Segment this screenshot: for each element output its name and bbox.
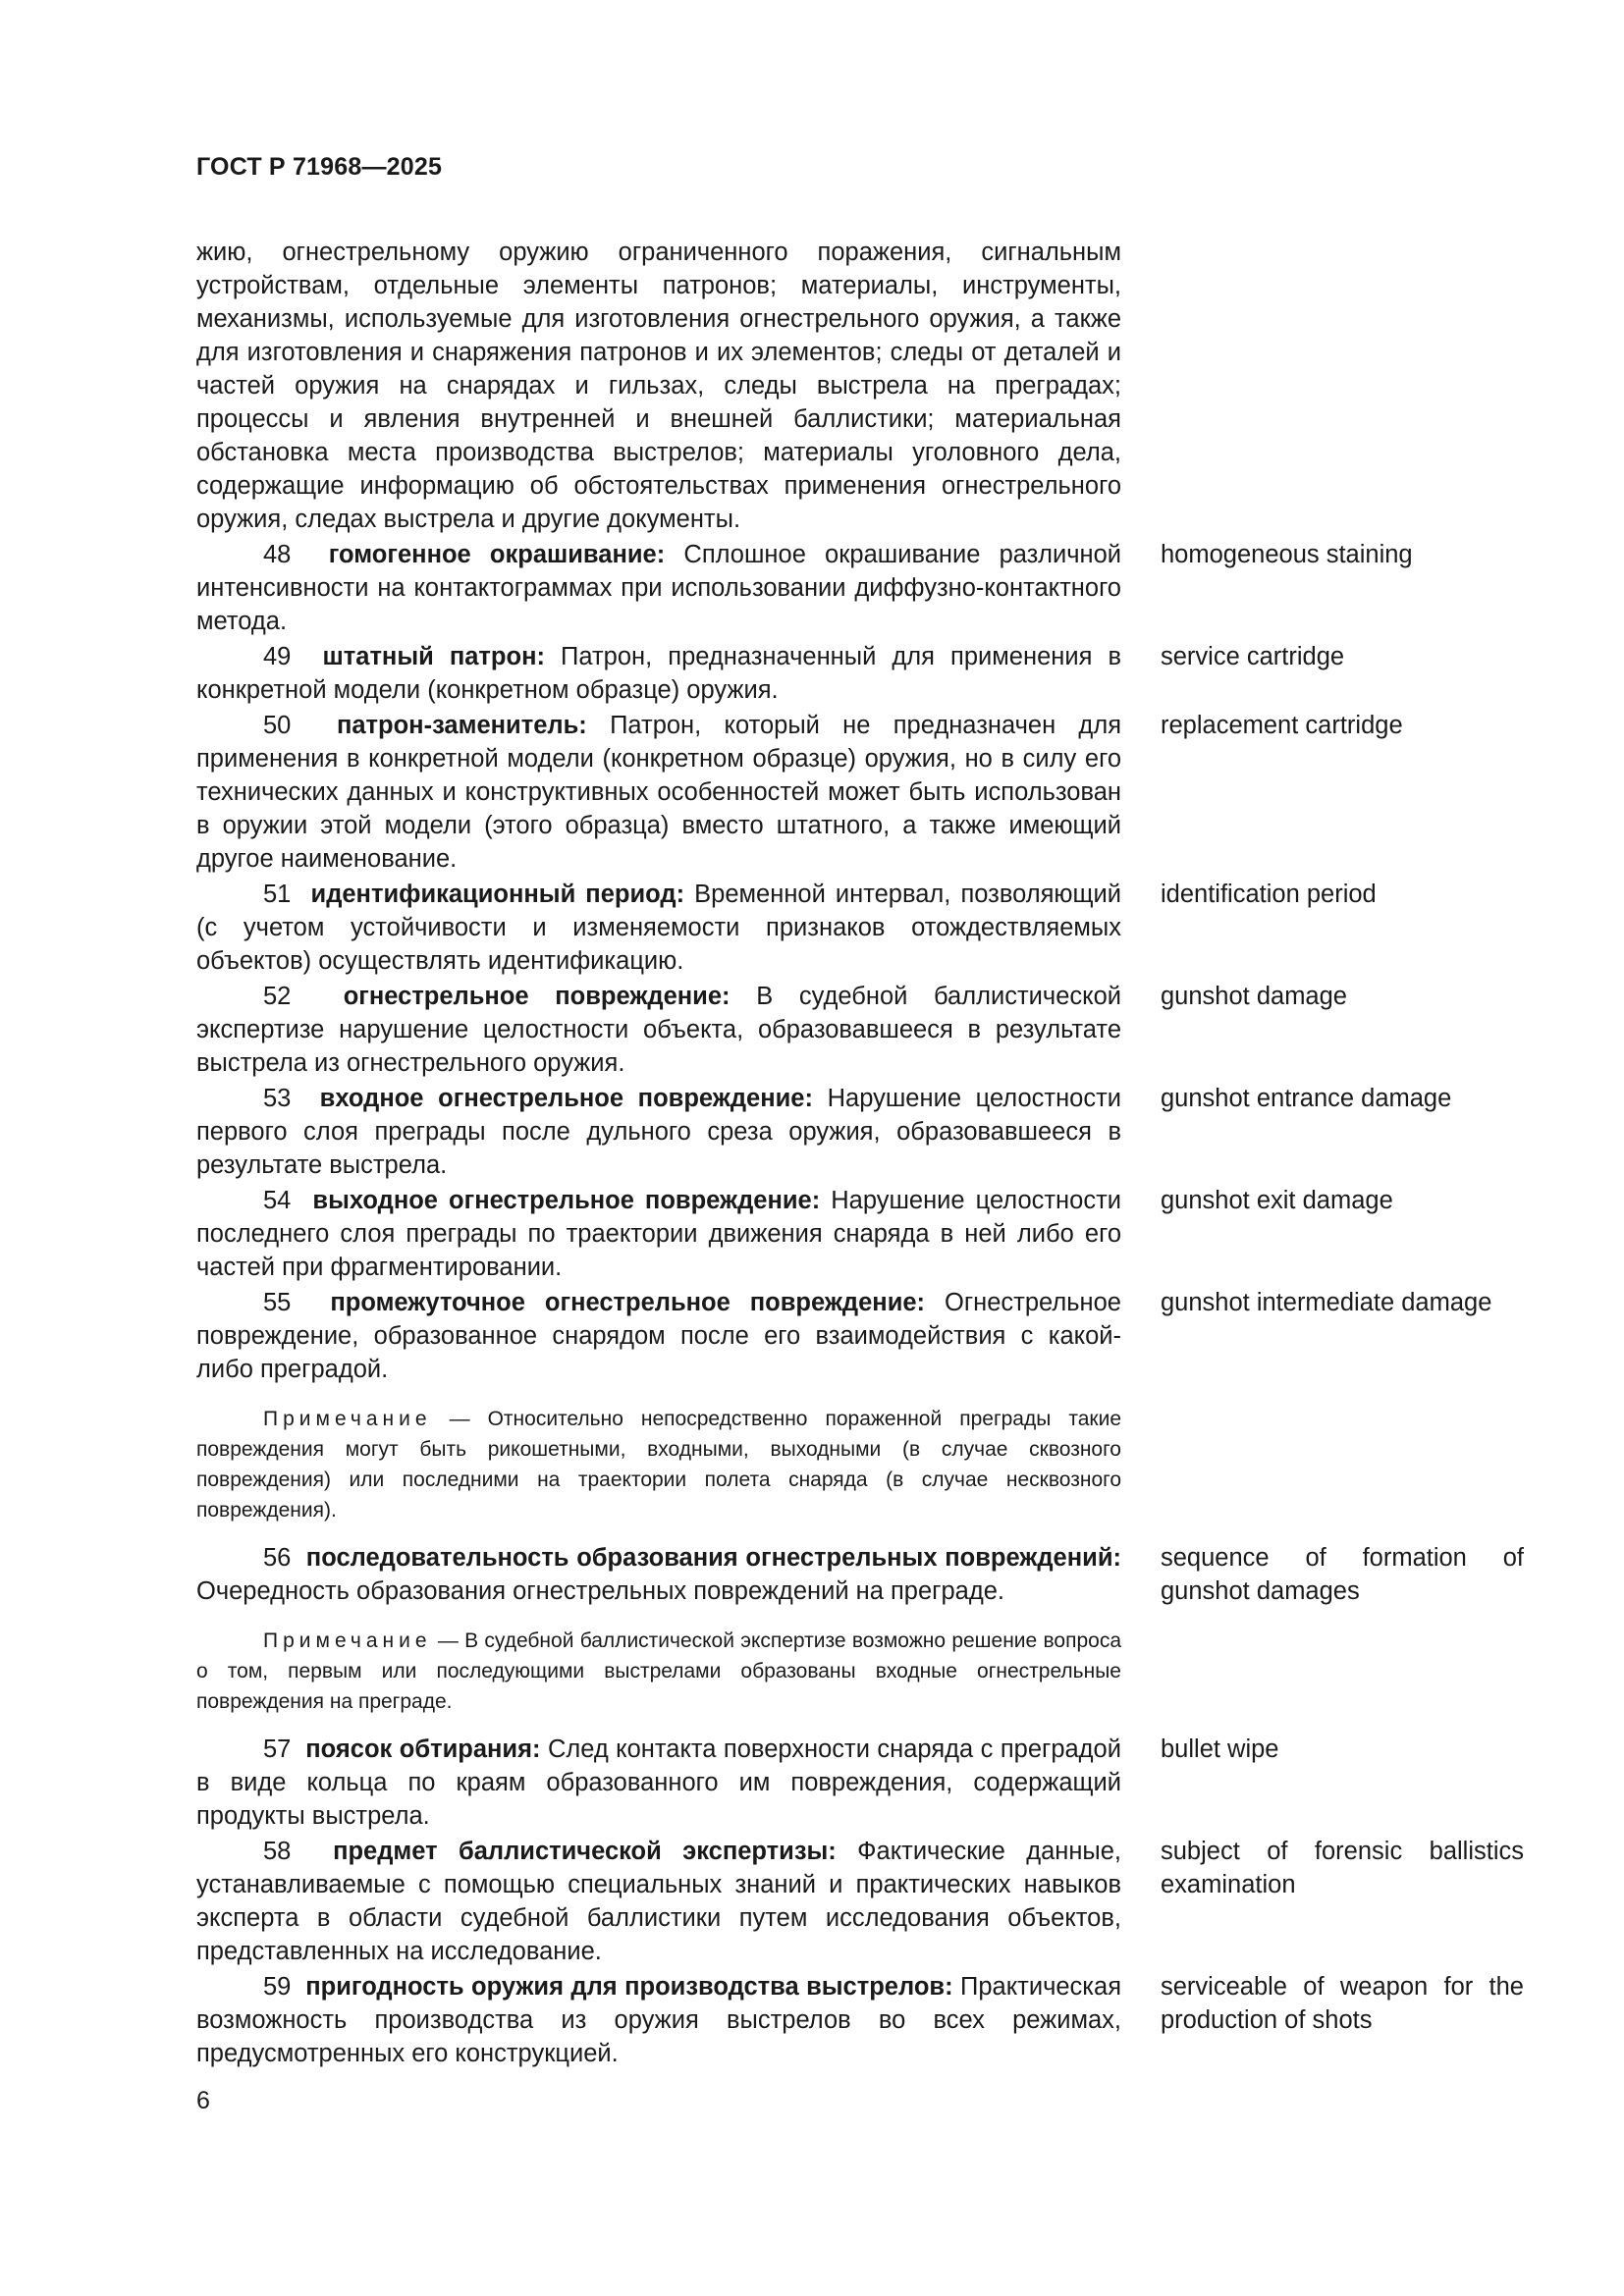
note-label: Примечание xyxy=(263,1408,432,1430)
term-definition: Огнестрельное повреждение, образованное снарядом после его взаимодействия с какой-либо преградой. xyxy=(196,1289,1121,1383)
term-number: 58 xyxy=(263,1838,292,1865)
term-name: штатный патрон: xyxy=(322,643,545,670)
term-definition: След контакта поверхности снаряда с преградой в виде кольца по краям образованного им повреждения, содержащий продукты выстрела. xyxy=(196,1735,1121,1830)
term-entry xyxy=(196,1541,1524,1608)
term-number: 49 xyxy=(263,643,292,670)
term-definition-ru xyxy=(196,1835,1121,1968)
term-entry xyxy=(196,1286,1524,1386)
term-name: поясок обтирания: xyxy=(305,1735,541,1763)
term-number: 59 xyxy=(263,1973,292,2001)
term-name: гомогенное окрашивание: xyxy=(328,541,666,568)
term-definition: Патрон, предназначенный для применения в конкретной модели (конкретном образце) оружия. xyxy=(196,643,1121,704)
page-number: 6 xyxy=(196,2087,210,2114)
term-name: входное огнестрельное повреждение: xyxy=(319,1085,813,1112)
term-entry xyxy=(196,1733,1524,1833)
note xyxy=(196,1404,1121,1525)
note-label: Примечание xyxy=(263,1629,432,1652)
term-name: предмет баллистической экспертизы: xyxy=(333,1838,837,1865)
term-number: 55 xyxy=(263,1289,292,1316)
term-english: gunshot entrance damage xyxy=(1161,1085,1452,1112)
term-english: gunshot intermediate damage xyxy=(1161,1289,1492,1316)
term-number: 57 xyxy=(263,1735,292,1763)
term-english: homogeneous staining xyxy=(1161,541,1413,568)
document-body xyxy=(196,236,1524,2070)
intro-row xyxy=(196,236,1524,536)
term-name: пригодность оружия для производства выстрелов: xyxy=(305,1973,953,2001)
term-definition-ru xyxy=(196,980,1121,1080)
term-number: 50 xyxy=(263,712,292,739)
term-definition-ru xyxy=(196,1970,1121,2070)
term-definition: В судебной баллистической экспертизе нарушение целостности объекта, образовавшееся в результате выстрела из огнестрельного оружия. xyxy=(196,983,1122,1077)
term-definition: Патрон, который не предназначен для применения в конкретной модели (конкретном образце) оружия, но в силу его технических данных и конструктивных особенностей может быть использован в оружии этой модели (этого образца) вместо штатного, а также имеющий другое наименование. xyxy=(196,712,1122,873)
term-number: 54 xyxy=(263,1187,292,1214)
term-entry xyxy=(196,1970,1524,2070)
term-name: выходное огнестрельное повреждение: xyxy=(312,1187,821,1214)
term-entry xyxy=(196,1082,1524,1182)
term-english: gunshot exit damage xyxy=(1161,1187,1393,1214)
term-name: идентификационный период: xyxy=(310,881,685,908)
term-entry xyxy=(196,980,1524,1080)
term-english: sequence of formation of gunshot damages xyxy=(1161,1544,1524,1605)
term-definition: Временной интервал, позволяющий (с учетом устойчивости и изменяемости признаков отождествляемых объектов) осуществлять идентификацию. xyxy=(196,881,1122,975)
term-entry xyxy=(196,640,1524,707)
term-definition-ru xyxy=(196,709,1121,876)
term-definition: Очередность образования огнестрельных повреждений на преграде. xyxy=(196,1577,1004,1605)
term-number: 51 xyxy=(263,881,292,908)
term-english: service cartridge xyxy=(1161,643,1345,670)
term-number: 48 xyxy=(263,541,292,568)
document-header: ГОСТ Р 71968—2025 xyxy=(196,153,443,181)
note-text: — В судебной баллистической экспертизе возможно решение вопроса о том, первым или последующими выстрелами образованы входные огнестрельные повреждения на преграде. xyxy=(196,1629,1121,1713)
term-number: 52 xyxy=(263,983,292,1010)
term-definition: Практическая возможность производства из оружия выстрелов во всех режимах, предусмотренных его конструкцией. xyxy=(196,1973,1121,2067)
term-entry xyxy=(196,538,1524,638)
term-definition-ru xyxy=(196,1184,1121,1284)
note xyxy=(196,1626,1121,1717)
term-definition: Нарушение целостности последнего слоя преграды по траектории движения снаряда в ней либо его частей при фрагментировании. xyxy=(196,1187,1121,1281)
term-entry xyxy=(196,878,1524,978)
term-name: промежуточное огнестрельное повреждение: xyxy=(330,1289,926,1316)
term-entry xyxy=(196,1835,1524,1968)
term-entry xyxy=(196,1184,1524,1284)
term-definition: Фактические данные, устанавливаемые с помощью специальных знаний и практических навыков эксперта в области судебной баллистики путем исследования объектов, представленных на исследование. xyxy=(196,1838,1122,1965)
term-definition: Нарушение целостности первого слоя преграды после дульного среза оружия, образовавшееся в результате выстрела. xyxy=(196,1085,1122,1179)
term-definition: Сплошное окрашивание различной интенсивности на контактограммах при использовании диффузно-контактного метода. xyxy=(196,541,1121,635)
term-name: патрон-заменитель: xyxy=(336,712,587,739)
term-english: serviceable of weapon for the production of shots xyxy=(1161,1973,1524,2034)
term-entry xyxy=(196,709,1524,876)
intro-paragraph: жию, огнестрельному оружию ограниченного поражения, сигнальным устройствам, отдельные элементы патронов; материалы, инструменты, механизмы, используемые для изготовления огнестрельного оружия, а также для изготовления и снаряжения патронов и их элементов; следы от деталей и частей оружия на снарядах и гильзах, следы выстрела на преградах; процессы и явления внутренней и внешней баллистики; материальная обстановка места производства выстрелов; материалы уголовного дела, содержащие информацию об обстоятельствах применения огнестрельного оружия, следах выстрела и другие документы. xyxy=(196,239,1121,533)
term-number: 56 xyxy=(263,1544,292,1572)
term-definition-ru xyxy=(196,878,1121,978)
term-definition-ru xyxy=(196,1286,1121,1386)
term-definition-ru xyxy=(196,538,1121,638)
term-definition-ru xyxy=(196,1733,1121,1833)
term-english: subject of forensic ballistics examination xyxy=(1161,1838,1524,1898)
term-number: 53 xyxy=(263,1085,292,1112)
note-text: — Относительно непосредственно пораженной преграды такие повреждения могут быть рикошетными, входными, выходными (в случае сквозного повреждения) или последними на траектории полета снаряда (в случае несквозного повреждения). xyxy=(196,1408,1121,1522)
term-english: gunshot damage xyxy=(1161,983,1347,1010)
term-definition-ru xyxy=(196,640,1121,707)
term-name: последовательность образования огнестрельных повреждений: xyxy=(305,1544,1121,1572)
term-definition-ru xyxy=(196,1541,1121,1608)
term-english: replacement cartridge xyxy=(1161,712,1403,739)
term-english: bullet wipe xyxy=(1161,1735,1279,1763)
term-name: огнестрельное повреждение: xyxy=(343,983,731,1010)
term-english: identification period xyxy=(1161,881,1377,908)
term-definition-ru xyxy=(196,1082,1121,1182)
